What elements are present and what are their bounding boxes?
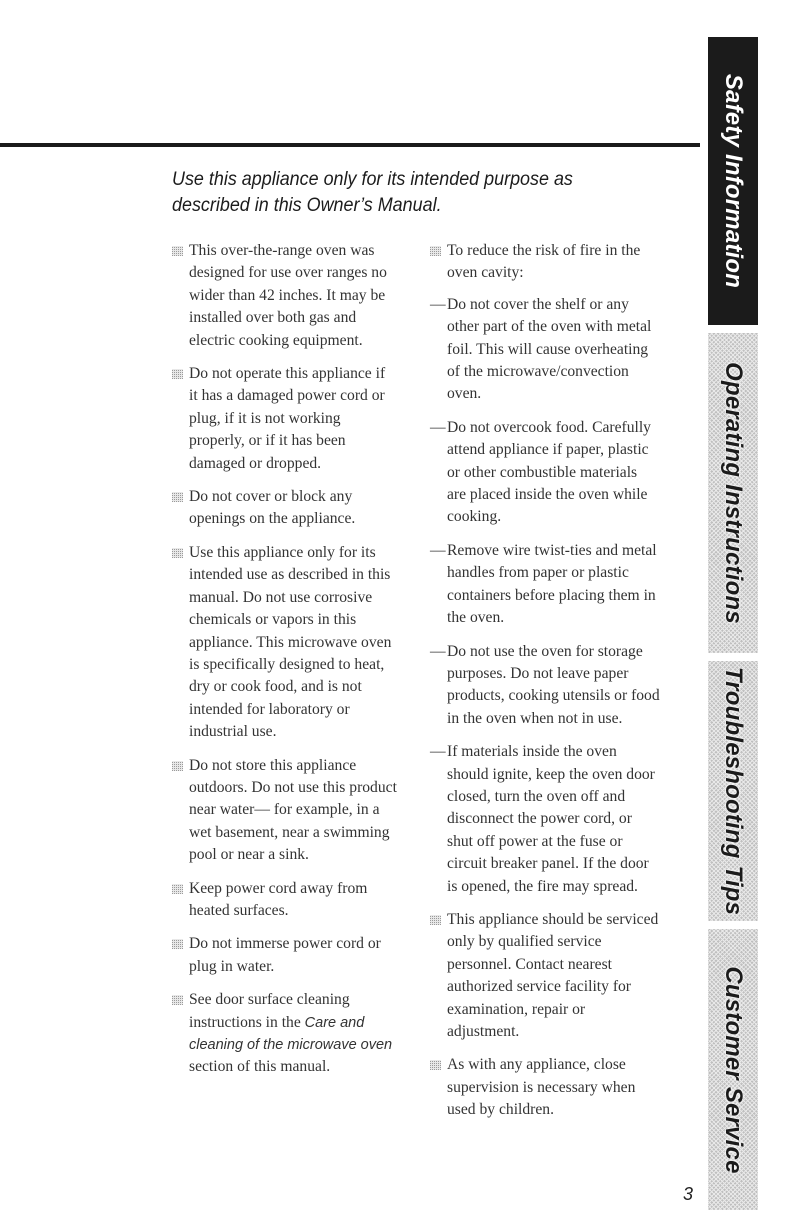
tab-troubleshooting-tips[interactable]	[708, 661, 758, 921]
safety-item-cleaning: See door surface cleaning instructions in the Care and cleaning of the microwave oven section of this manual.	[172, 989, 397, 1079]
header-rule	[0, 143, 700, 147]
tab-safety-information[interactable]	[708, 37, 758, 325]
bullet-icon	[172, 761, 183, 771]
fire-risk-lead: To reduce the risk of fire in the oven cavity:	[430, 240, 660, 285]
tab-label: Troubleshooting Tips	[720, 666, 747, 916]
intro-heading	[172, 166, 604, 218]
section-tabs	[708, 37, 758, 1210]
fire-risk-item: — If materials inside the oven should ignite, keep the oven door closed, turn the oven off and disconnect the power cord, or shut off power at the fuse or circuit breaker panel. If the door is opened, the fire may spread.	[430, 743, 655, 895]
dash-marker: —	[430, 295, 446, 313]
safety-item: Use this appliance only for its intended use as described in this manual. Do not use corrosive chemicals or vapors in this appliance. This microwave oven is specifically designed to heat, dry or cook food, and is not intended for laboratory or industrial use.	[172, 542, 397, 744]
fire-risk-item: — Remove wire twist-ties and metal handles from paper or plastic containers before placing them in the oven.	[430, 541, 657, 627]
bullet-icon	[172, 369, 183, 379]
safety-item: Do not cover or block any openings on the appliance.	[172, 486, 397, 531]
bullet-icon	[430, 915, 441, 925]
bullet-icon	[172, 995, 183, 1005]
tab-label: Operating Instructions	[720, 362, 747, 624]
tab-label: Safety Information	[720, 73, 747, 289]
safety-item: Do not store this appliance outdoors. Do not use this product near water— for example, in a wet basement, near a swimming pool or near a sink.	[172, 755, 397, 867]
safety-item: Do not operate this appliance if it has a damaged power cord or plug, if it is not working properly, or if it has been damaged or dropped.	[172, 363, 397, 475]
dash-marker: —	[430, 541, 446, 559]
tab-customer-service[interactable]	[708, 929, 758, 1210]
dash-marker: —	[430, 418, 446, 436]
dash-marker: —	[430, 642, 446, 660]
right-column	[430, 240, 660, 1133]
intro-line-1: Use this appliance only for its intended purpose as	[172, 168, 573, 190]
care-section-reference: Care and cleaning of the microwave oven	[189, 1014, 393, 1053]
safety-item: This over-the-range oven was designed for use over ranges no wider than 42 inches. It may be installed over both gas and electric cooking equipment.	[172, 240, 397, 352]
page-number: 3	[683, 1184, 694, 1204]
intro-line-2: described in this Owner’s Manual.	[172, 194, 442, 216]
bullet-icon	[430, 246, 441, 256]
safety-item: Do not immerse power cord or plug in water.	[172, 933, 397, 978]
bullet-icon	[172, 492, 183, 502]
tab-operating-instructions[interactable]	[708, 333, 758, 653]
dash-marker: —	[430, 743, 446, 761]
bullet-icon	[172, 548, 183, 558]
safety-item: Keep power cord away from heated surfaces.	[172, 878, 397, 923]
fire-risk-item: — Do not cover the shelf or any other part of the oven with metal foil. This will cause overheating of the microwave/convection oven.	[430, 295, 652, 403]
fire-risk-item: — Do not overcook food. Carefully attend appliance if paper, plastic or other combustible materials are placed inside the oven while cooking.	[430, 418, 651, 526]
bullet-icon	[172, 939, 183, 949]
bullet-icon	[172, 884, 183, 894]
bullet-icon	[172, 246, 183, 256]
safety-item: This appliance should be serviced only by qualified service personnel. Contact nearest authorized service facility for examination, repair or adjustment.	[430, 909, 660, 1043]
tab-label: Customer Service	[720, 965, 747, 1174]
left-column	[172, 240, 397, 1090]
fire-risk-item: — Do not use the oven for storage purposes. Do not leave paper products, cooking utensils or food in the oven when not in use.	[430, 642, 660, 727]
bullet-icon	[430, 1060, 441, 1070]
safety-item: As with any appliance, close supervision is necessary when used by children.	[430, 1054, 660, 1121]
